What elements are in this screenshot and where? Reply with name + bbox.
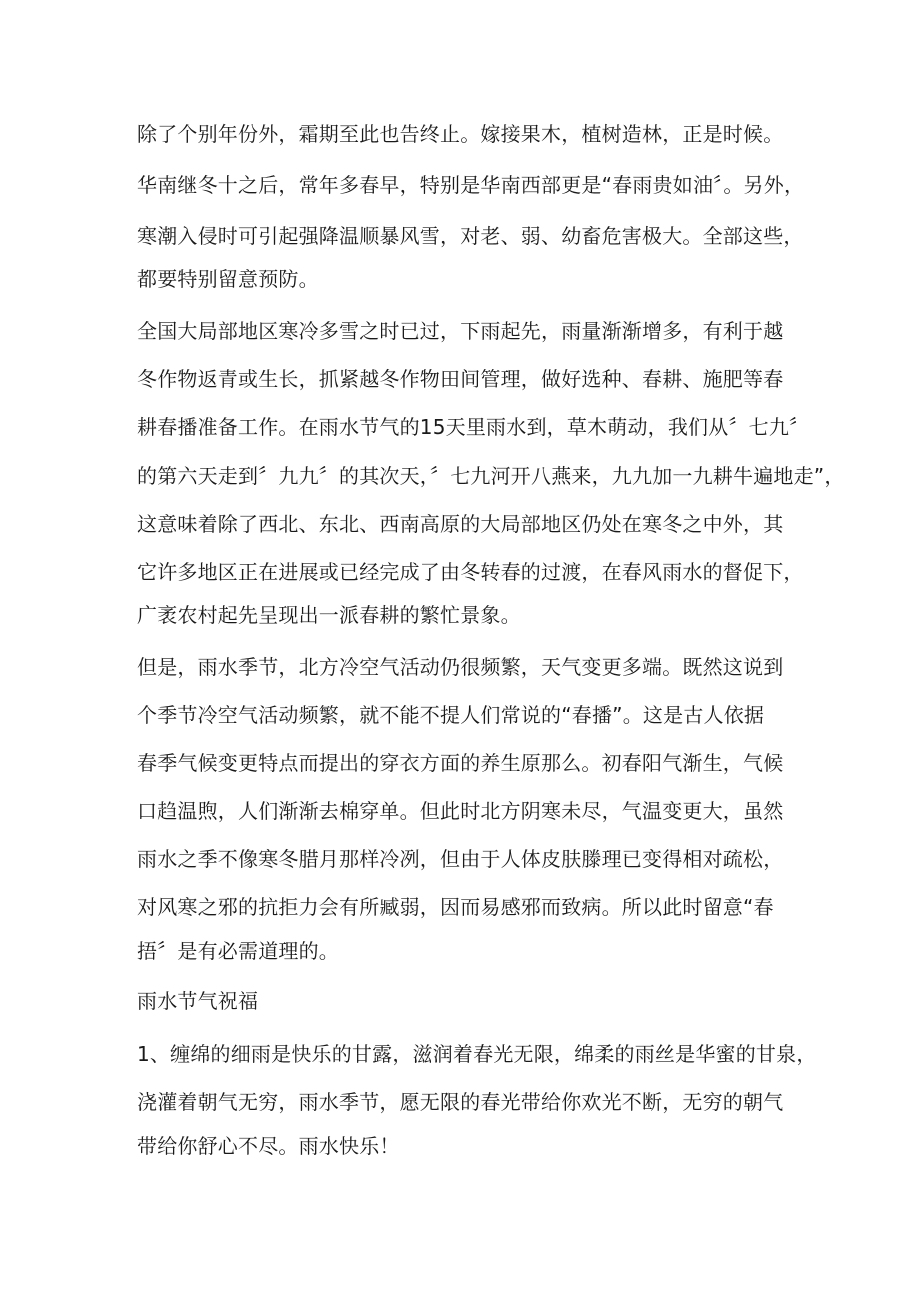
text-line: 都要特别留意预防。 (137, 267, 319, 291)
text-line: 捂〞是有必需道理的。 (137, 939, 339, 963)
text-line: 除了个别年份外，霜期至此也告终止。嫁接果木，植树造林，正是时候。 (137, 122, 784, 146)
text-line: 春季气候变更特点而提出的穿衣方面的养生原那么。初春阳气渐生，气候 (137, 751, 784, 775)
text-line: 华南继冬十之后，常年多春早，特别是华南西部更是“春雨贵如油〞。另外， (137, 173, 805, 197)
text-line: 雨水之季不像寒冬腊月那样冷冽，但由于人体皮肤滕理已变得相对疏松， (137, 847, 784, 871)
text-line: 广袤农村起先呈现出一派春耕的繁忙景象。 (137, 603, 521, 627)
text-line: 这意味着除了西北、东北、西南高原的大局部地区仍处在寒冬之中外，其 (137, 512, 784, 536)
text-line: 1、缠绵的细雨是快乐的甘露，滋润着春光无限，绵柔的雨丝是华蜜的甘泉， (137, 1042, 817, 1066)
text-line: 个季节冷空气活动频繁，就不能不提人们常说的“春播”。这是古人依据 (137, 703, 765, 727)
text-line: 口趋温煦，人们渐渐去棉穿单。但此时北方阴寒未尽，气温变更大，虽然 (137, 799, 784, 823)
text-line: 但是，雨水季节，北方冷空气活动仍很频繁，天气变更多端。既然这说到 (137, 655, 784, 679)
text-line: 带给你舒心不尽。雨水快乐！ (137, 1134, 400, 1158)
text-line: 耕春播准备工作。在雨水节气的15天里雨水到，草木萌动，我们从〞七九〞 (137, 415, 810, 439)
text-line: 它许多地区正在进展或已经完成了由冬转春的过渡，在春风雨水的督促下， (137, 560, 804, 584)
text-line: 寒潮入侵时可引起强降温顺暴风雪，对老、弱、幼畜危害极大。全部这些， (137, 224, 804, 248)
text-line: 对风寒之邪的抗拒力会有所臧弱，因而易感邪而致病。所以此时留意“春 (137, 895, 774, 919)
section-heading: 雨水节气祝福 (137, 989, 259, 1013)
text-line: 全国大局部地区寒冷多雪之时已过，下雨起先，雨量渐渐增多，有利于越 (137, 319, 784, 343)
text-line: 的第六天走到〞九九〞的其次天，〞七九河开八燕来，九九加一九耕牛遍地走”， (137, 464, 845, 488)
text-line: 浇灌着朝气无穷，雨水季节，愿无限的春光带给你欢光不断，无穷的朝气 (137, 1090, 784, 1114)
text-line: 冬作物返青或生长，抓紧越冬作物田间管理，做好选种、春耕、施肥等春 (137, 367, 784, 391)
